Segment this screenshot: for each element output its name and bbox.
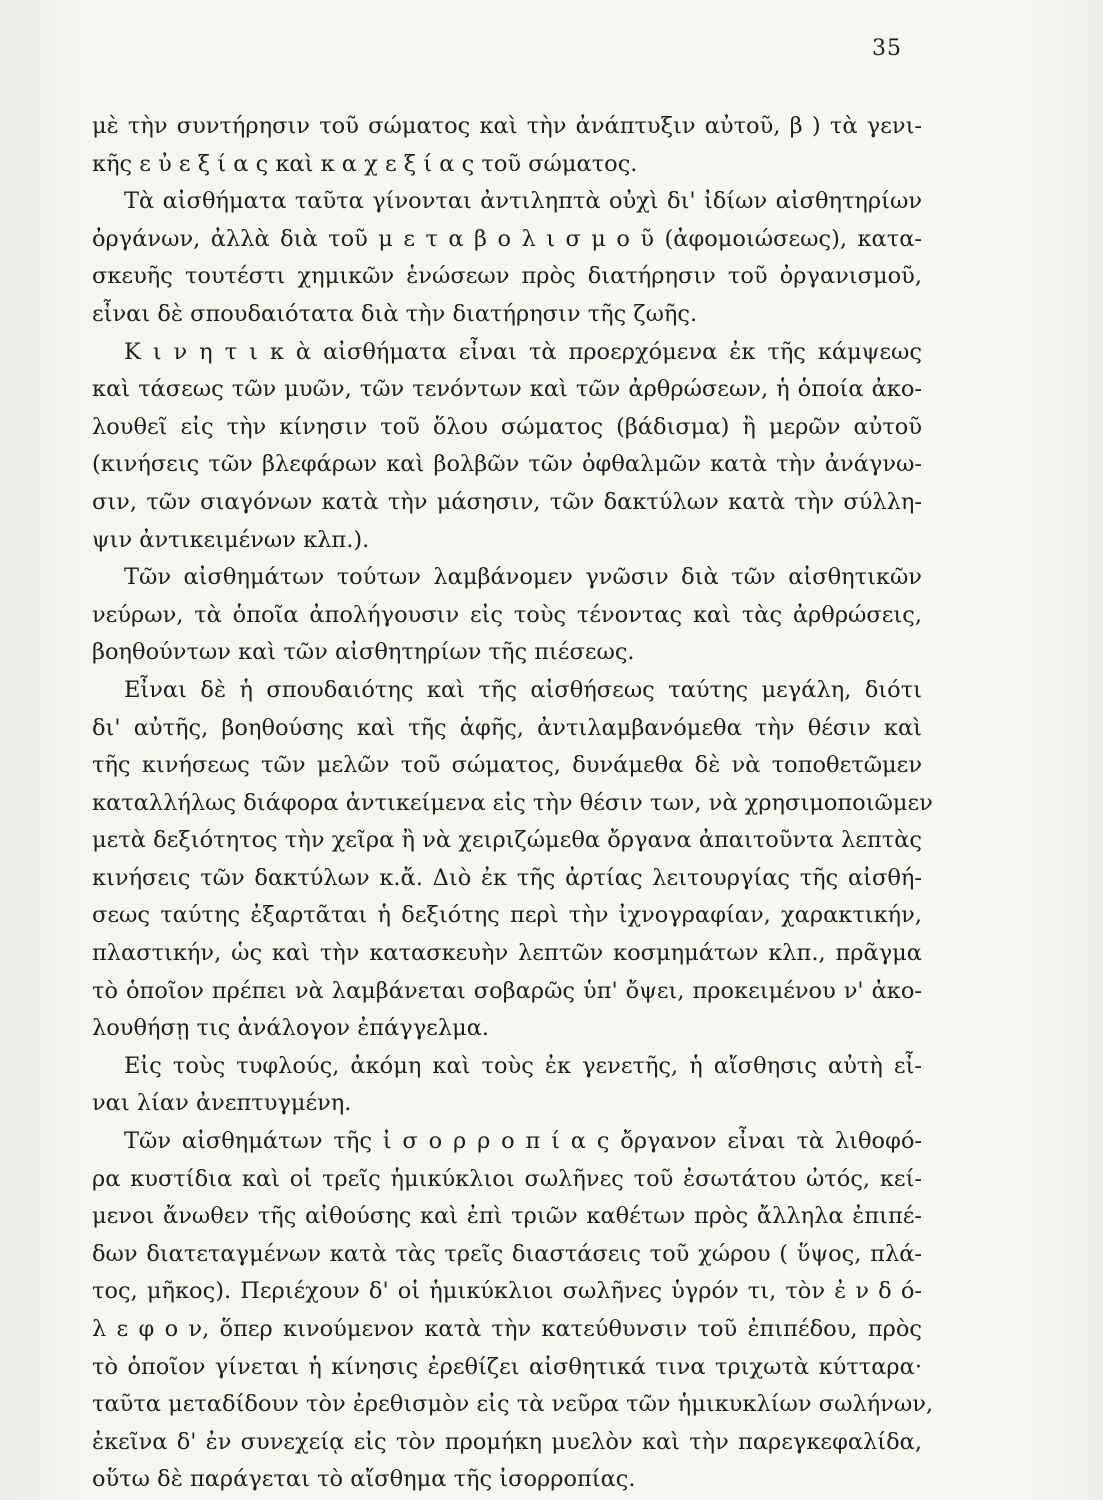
text-line: Εἶναι δὲ ἡ σπουδαιότης καὶ τῆς αἰσθήσεως ταύτης μεγάλη, διότι	[124, 676, 922, 703]
text-line: ἐκεῖνα δ' ἐν συνεχείᾳ εἰς τὸν προμήκη μυελὸν καὶ τὴν παρεγκεφαλίδα,	[92, 1428, 922, 1455]
text-line: δι' αὐτῆς, βοηθούσης καὶ τῆς ἁφῆς, ἀντιλαμβανόμεθα τὴν θέσιν καὶ	[92, 714, 922, 741]
text-line: κινήσεις τῶν δακτύλων κ.ἄ. Διὸ ἐκ τῆς ἀρτίας λειτουργίας τῆς αἰσθή-	[92, 864, 922, 891]
body-text	[92, 108, 934, 1499]
text-line: νεύρων, τὰ ὁποῖα ἀπολήγουσιν εἰς τοὺς τένοντας καὶ τὰς ἀρθρώσεις,	[92, 601, 922, 628]
text-line: μετὰ δεξιότητος τὴν χεῖρα ἢ νὰ χειριζώμεθα ὄργανα ἀπαιτοῦντα λεπτὰς	[92, 827, 922, 854]
text-line: λουθεῖ εἰς τὴν κίνησιν τοῦ ὅλου σώματος (βάδισμα) ἢ μερῶν αὐτοῦ	[92, 413, 922, 440]
text-line: τος, μῆκος). Περιέχουν δ' οἱ ἡμικύκλιοι σωλῆνες ὑγρόν τι, τὸν ἐ ν δ ό-	[92, 1278, 922, 1305]
text-line: σεως ταύτης ἐξαρτᾶται ἡ δεξιότης περὶ τὴν ἰχνογραφίαν, χαρακτικήν,	[92, 902, 922, 929]
text-line: καὶ τάσεως τῶν μυῶν, τῶν τενόντων καὶ τῶν ἀρθρώσεων, ἡ ὁποία ἀκο-	[92, 376, 922, 403]
text-line: τῆς κινήσεως τῶν μελῶν τοῦ σώματος, δυνάμεθα δὲ νὰ τοποθετῶμεν	[92, 752, 922, 779]
text-line: (κινήσεις τῶν βλεφάρων καὶ βολβῶν τῶν ὀφθαλμῶν κατὰ τὴν ἀνάγνω-	[92, 451, 922, 478]
page-number: 35	[872, 36, 902, 61]
text-line: βοηθούντων καὶ τῶν αἰσθητηρίων τῆς πιέσεως.	[92, 639, 635, 666]
text-line: Εἰς τοὺς τυφλούς, ἀκόμη καὶ τοὺς ἐκ γενετῆς, ἡ αἴσθησις αὐτὴ εἶ-	[124, 1052, 922, 1079]
text-line: ναι λίαν ἀνεπτυγμένη.	[92, 1090, 352, 1117]
text-line: πλαστικήν, ὡς καὶ τὴν κατασκευὴν λεπτῶν κοσμημάτων κλπ., πρᾶγμα	[92, 940, 922, 967]
text-line: οὕτω δὲ παράγεται τὸ αἴσθημα τῆς ἰσορροπίας.	[92, 1466, 636, 1493]
text-line: ὀργάνων, ἀλλὰ διὰ τοῦ μ ε τ α β ο λ ι σ μ ο ῦ (ἀφομοιώσεως), κατα-	[92, 225, 922, 252]
text-line: κῆς ε ὐ ε ξ ί α ς καὶ κ α χ ε ξ ί α ς τοῦ σώματος.	[92, 150, 638, 177]
text-line: μὲ τὴν συντήρησιν τοῦ σώματος καὶ τὴν ἀνάπτυξιν αὐτοῦ, β ) τὰ γενι-	[92, 113, 922, 139]
text-line: τὸ ὁποῖον γίνεται ἡ κίνησις ἐρεθίζει αἰσθητικά τινα τριχωτὰ κύτταρα·	[92, 1353, 922, 1380]
text-line: δων διατεταγμένων κατὰ τὰς τρεῖς διαστάσεις τοῦ χώρου ( ὕψος, πλά-	[92, 1240, 922, 1267]
text-line: σκευῆς τουτέστι χημικῶν ἑνώσεων πρὸς διατήρησιν τοῦ ὀργανισμοῦ,	[92, 263, 922, 290]
text-line: Κ ι ν η τ ι κ ὰ αἰσθήματα εἶναι τὰ προερχόμενα ἐκ τῆς κάμψεως	[124, 338, 922, 365]
text-line: λ ε φ ο ν, ὅπερ κινούμενον κατὰ τὴν κατεύθυνσιν τοῦ ἐπιπέδου, πρὸς	[92, 1316, 922, 1342]
text-line: μενοι ἄνωθεν τῆς αἰθούσης καὶ ἐπὶ τριῶν καθέτων πρὸς ἄλληλα ἐπιπέ-	[92, 1203, 922, 1230]
text-line: ταῦτα μεταδίδουν τὸν ἐρεθισμὸν εἰς τὰ νεῦρα τῶν ἡμικυκλίων σωλήνων,	[92, 1391, 934, 1418]
text-line: σιν, τῶν σιαγόνων κατὰ τὴν μάσησιν, τῶν δακτύλων κατὰ τὴν σύλλη-	[92, 488, 922, 515]
text-line: εἶναι δὲ σπουδαιότατα διὰ τὴν διατήρησιν τῆς ζωῆς.	[92, 300, 698, 327]
text-line: καταλλήλως διάφορα ἀντικείμενα εἰς τὴν θέσιν των, νὰ χρησιμοποιῶμεν	[92, 789, 933, 816]
text-line: Τῶν αἰσθημάτων τούτων λαμβάνομεν γνῶσιν διὰ τῶν αἰσθητικῶν	[124, 564, 922, 591]
text-line: λουθήσῃ τις ἀνάλογον ἐπάγγελμα.	[92, 1015, 490, 1042]
text-line: Τὰ αἰσθήματα ταῦτα γίνονται ἀντιληπτὰ οὐχὶ δι' ἰδίων αἰσθητηρίων	[124, 188, 922, 215]
text-line: ψιν ἀντικειμένων κλπ.).	[92, 526, 370, 553]
text-line: Τῶν αἰσθημάτων τῆς ἰ σ ο ρ ρ ο π ί α ς ὄργανον εἶναι τὰ λιθοφό-	[124, 1128, 922, 1155]
text-line: ρα κυστίδια καὶ οἱ τρεῖς ἡμικύκλιοι σωλῆνες τοῦ ἐσωτάτου ὠτός, κεί-	[92, 1165, 922, 1192]
text-line: τὸ ὁποῖον πρέπει νὰ λαμβάνεται σοβαρῶς ὑπ' ὄψει, προκειμένου ν' ἀκο-	[92, 977, 922, 1004]
